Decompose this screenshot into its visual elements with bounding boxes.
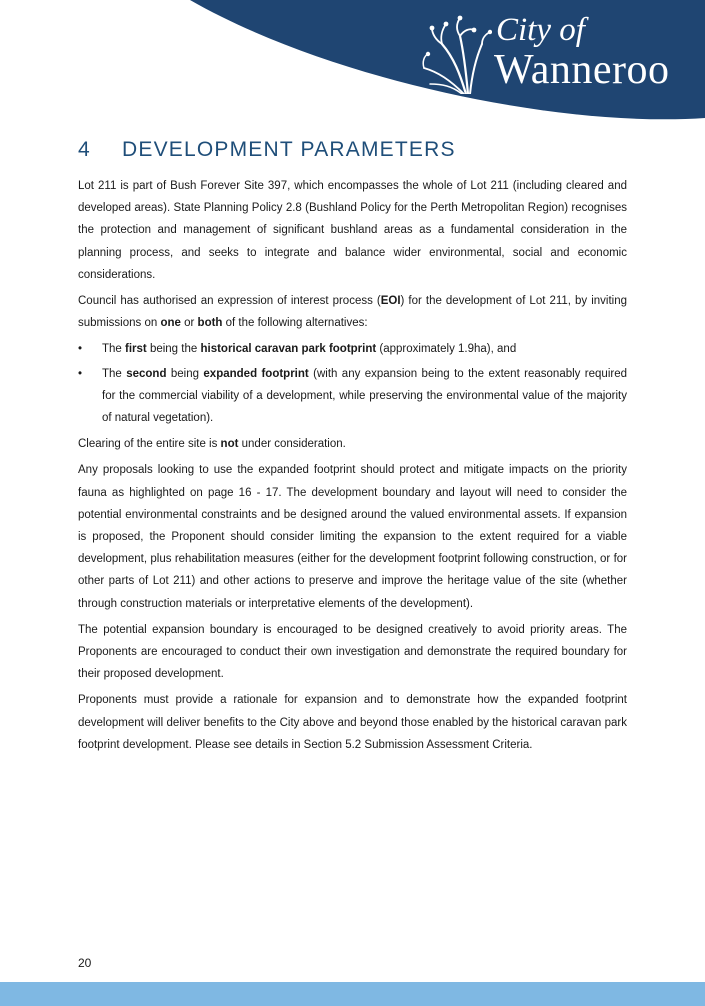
section-title: DEVELOPMENT PARAMETERS [122, 138, 456, 161]
paragraph-bush-forever: Lot 211 is part of Bush Forever Site 397, which encompasses the whole of Lot 211 (including cleared and developed areas). State Planning Policy 2.8 (Bushland Policy for the Perth Metropolitan Region) recognises the protection and management of significant bushland areas as a fundamental consideration in the planning process, and seeks to integrate and balance wider environmental, social and economic considerations. [78, 180, 627, 281]
emphasis-one: one [160, 317, 181, 330]
paragraph-eoi [78, 290, 627, 334]
section-number: 4 [78, 138, 91, 161]
list-item-second-alternative: • The second being expanded footprint (with any expansion being to the extent reasonably required for the commercial viability of a development, while preserving the environmental value of the majority of natural vegetation). [78, 363, 627, 430]
bullet-icon: • [78, 343, 83, 356]
paragraph-rationale: Proponents must provide a rationale for expansion and to demonstrate how the expanded footprint development will deliver benefits to the City above and beyond those enabled by the historical caravan park footprint development. Please see details in Section 5.2 Submission Assessment Criteria. [78, 694, 627, 751]
paragraph-expanded-footprint-proposals: Any proposals looking to use the expanded footprint should protect and mitigate impacts on the priority fauna as highlighted on page 16 - 17. The development boundary and layout will need to consider the potential environmental constraints and be designed around the valued environmental assets. If expansion is proposed, the Proponent should consider limiting the expansion to the extent required for a viable development, plus rehabilitation measures (either for the development footprint following construction, or for other parts of Lot 211) and other actions to preserve and improve the heritage value of the site (whether through construction materials or interpretative elements of the development). [78, 464, 627, 610]
paragraph-eoi-text: or [180, 317, 198, 330]
paragraph-eoi-text: of the following alternatives: [222, 317, 368, 330]
footer-bar [0, 982, 705, 1006]
eoi-abbreviation: EOI [380, 295, 401, 308]
paragraph-eoi-text: Council has authorised an expression of interest process ( [78, 295, 381, 308]
bullet-icon: • [78, 367, 83, 380]
list-item-first-alternative: • The first being the historical caravan park footprint (approximately 1.9ha), and [78, 338, 627, 360]
emphasis-first: first [125, 343, 147, 356]
kangaroo-paw-flower-icon [420, 14, 492, 94]
emphasis-both: both [197, 317, 223, 330]
emphasis-historical-footprint: historical caravan park footprint [200, 343, 377, 356]
emphasis-second: second [126, 367, 167, 380]
section-heading [78, 136, 456, 164]
logo-text-city-of: City of [496, 12, 585, 48]
paragraph-expansion-boundary: The potential expansion boundary is encouraged to be designed creatively to avoid priority areas. The Proponents are encouraged to conduct their own investigation and demonstrate the required boundary for their proposed development. [78, 623, 627, 681]
city-of-wanneroo-logo [420, 10, 700, 100]
body-content [78, 175, 627, 760]
logo-text-wanneroo: Wanneroo [494, 47, 670, 93]
paragraph-eoi-text: ) for the development of Lot 211, by inviting submissions on [78, 295, 628, 330]
alternatives-list [78, 338, 627, 429]
page-number: 20 [78, 956, 92, 970]
paragraph-clearing: Clearing of the entire site is not under consideration. [78, 438, 346, 451]
emphasis-not: not [220, 438, 239, 451]
emphasis-expanded-footprint: expanded footprint [203, 367, 309, 380]
